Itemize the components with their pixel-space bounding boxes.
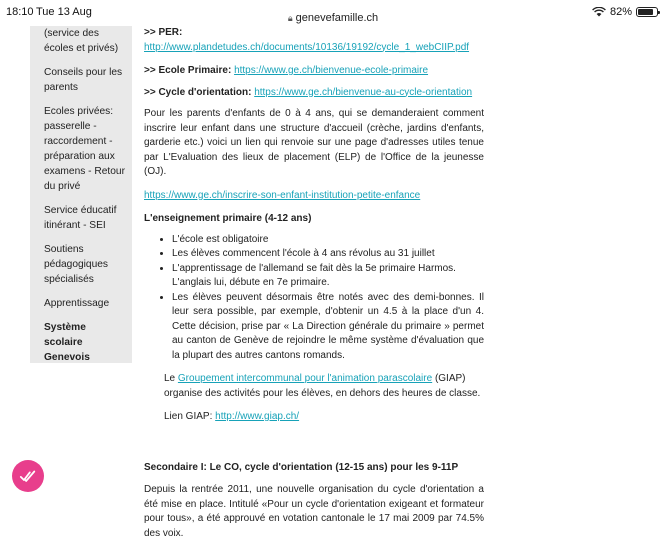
sidebar-item-systeme-scolaire[interactable]: Système scolaire Genevois — [44, 322, 90, 363]
primaire-bullets — [156, 233, 484, 364]
secondaire-heading: Secondaire I: Le CO, cycle d'orientation (12-15 ans) pour les 9-11P — [144, 461, 459, 473]
main-content — [144, 26, 484, 541]
double-check-fab-button[interactable] — [12, 460, 44, 492]
list-item: • Les élèves commencent l'école à 4 ans révolus au 31 juillet — [172, 247, 484, 262]
list-item: • L'école est obligatoire — [172, 233, 484, 248]
secondaire-paragraph: Depuis la rentrée 2011, une nouvelle organisation du cycle d'orientation a été mise en place. Intitulé «Pour un cycle d'orientation exigeant et formateur pour tous», a été approuvé en votation cantonale le 17 mai 2009 par 74.5% des voix. — [144, 484, 484, 539]
sidebar-item-apprentissage[interactable]: Apprentissage — [44, 298, 110, 309]
list-item: • L'apprentissage de l'allemand se fait dès la 5e primaire Harmos. L'anglais lui, débute en 7e primaire. — [172, 262, 484, 291]
giap-link[interactable]: Groupement intercommunal pour l'animation parascolaire — [177, 373, 433, 384]
per-link[interactable]: http://www.plandetudes.ch/documents/10136/19192/cycle_1_webCIIP.pdf — [144, 41, 470, 53]
sidebar-item-service-ecoles[interactable]: (service des écoles et privés) — [44, 28, 119, 54]
battery-icon — [636, 7, 658, 17]
sidebar-item-ecoles-privees[interactable]: Ecoles privées: passerelle - raccordement - préparation aux examens - Retour du privé — [44, 106, 125, 192]
inscrire-link[interactable]: https://www.ge.ch/inscrire-son-enfant-institution-petite-enfance — [144, 189, 421, 201]
co-label: >> Cycle d'orientation: — [144, 86, 252, 98]
wifi-icon — [592, 7, 606, 17]
double-check-icon — [19, 467, 37, 485]
primaire-heading: L'enseignement primaire (4-12 ans) — [144, 213, 312, 224]
per-label: >> PER: — [144, 27, 183, 38]
parents-paragraph: Pour les parents d'enfants de 0 à 4 ans, qui se demanderaient comment inscrire leur enfant dans une structure d'accueil (crèche, jardins d'enfants, garderie etc.) voici un lien qui renvoie sur une page d'adresses utiles tenue par L'Evaluation des lieux de placement (ELP) de l'Office de la jeunesse (OJ). — [144, 108, 484, 177]
primaire-link[interactable]: https://www.ge.ch/bienvenue-ecole-primaire — [234, 65, 429, 76]
sidebar-item-soutiens-pedagogiques[interactable]: Soutiens pédagogiques spécialisés — [44, 244, 109, 285]
clock: 18:10 — [6, 6, 34, 18]
giap-lien-label: Lien GIAP: — [164, 411, 216, 422]
sidebar-item-conseils-parents[interactable]: Conseils pour les parents — [44, 67, 123, 93]
address-bar[interactable] — [0, 12, 666, 24]
primaire-label: >> Ecole Primaire: — [144, 65, 232, 76]
co-link[interactable]: https://www.ge.ch/bienvenue-au-cycle-orientation — [254, 86, 473, 98]
battery-percent: 82% — [609, 6, 632, 18]
lock-icon: 🔒︎ — [287, 13, 293, 23]
list-item: • Les élèves peuvent désormais être notés avec des demi-bonnes. Il leur sera possible, par exemple, d'obtenir un 4.5 à la place d'un 4. Cette décision, prise par « La Direction générale du primaire » permet au canton de Genève de rejoindre le même système d'évaluation que la plupart des autres cantons romands. — [172, 291, 484, 364]
giap-paragraph — [164, 372, 484, 401]
sidebar-item-sei[interactable]: Service éducatif itinérant - SEI — [44, 205, 117, 231]
giap-url-link[interactable]: http://www.giap.ch/ — [215, 411, 300, 422]
url-text: genevefamille.ch — [295, 12, 379, 24]
giap-suffix: (GIAP) organise des activités pour les élèves, en dehors des heures de classe. — [164, 373, 481, 399]
date: Tue 13 Aug — [36, 6, 92, 18]
giap-prefix: Le — [164, 373, 178, 384]
sidebar — [30, 26, 132, 363]
status-bar — [0, 0, 666, 26]
status-indicators — [592, 6, 658, 18]
